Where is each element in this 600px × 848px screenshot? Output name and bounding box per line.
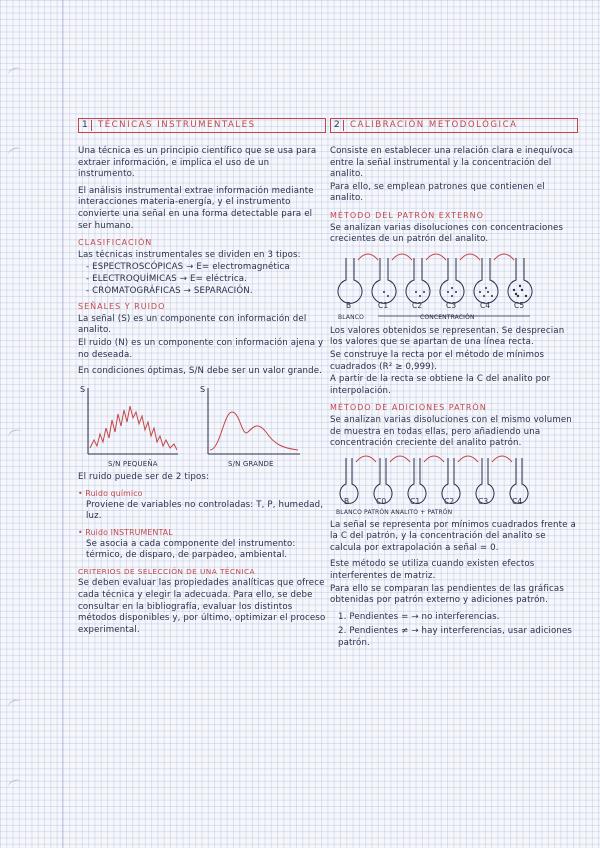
- punch-hole: [7, 66, 23, 79]
- noise-type-title: • Ruido INSTRUMENTAL: [78, 528, 173, 538]
- section-number: 1: [79, 120, 92, 132]
- flask-caption: CONCENTRACIÓN: [420, 313, 475, 321]
- flask-label: C1: [410, 496, 421, 506]
- left-margin-line: [62, 0, 63, 848]
- section-header: [330, 118, 578, 133]
- classification-item: - ELECTROQUÍMICAS → E= eléctrica.: [86, 273, 248, 284]
- graph-axis-label: S: [80, 384, 86, 394]
- subheading: CLASIFICACIÓN: [78, 238, 153, 248]
- external-standard-text: Los valores obtenidos se representan. Se desprecian los valores que se apartan de una línea recta.: [330, 325, 565, 348]
- flask-label: C5: [514, 300, 525, 310]
- standard-addition-text: Para ello se comparan las pendientes de las gráficas obtenidas por patrón externo y adiciones patrón.: [330, 583, 564, 606]
- noise-text: El ruido (N) es un componente con información ajena y no deseada.: [78, 337, 324, 360]
- noise-type-text: Proviene de variables no controladas: T, P, humedad, luz.: [86, 499, 324, 522]
- slope-item: 2. Pendientes ≠ → hay interferencias, usar adiciones patrón.: [338, 626, 573, 649]
- external-standard-text: A partir de la recta se obtiene la C del analito por interpolación.: [330, 374, 551, 396]
- noise-type-text: Se asocia a cada componente del instrumento: térmico, de disparo, de parpadeo, ambiental.: [86, 538, 296, 561]
- punch-hole: [7, 698, 23, 711]
- graph-caption: S/N GRANDE: [228, 459, 274, 468]
- flask-label: C4: [480, 300, 491, 310]
- flask-label: B: [344, 496, 350, 506]
- signal-noise-sketches: [78, 382, 310, 468]
- intro-paragraph: Para ello, se emplean patrones que contienen el analito.: [330, 181, 545, 204]
- standard-addition-text: La señal se representa por mínimos cuadrados frente a la C del patrón, y la concentración del analito se calcula por extrapolación a señal = 0.: [330, 519, 576, 553]
- external-standard-text: Se analizan varias disoluciones con concentraciones crecientes de un patrón del analito.: [330, 222, 564, 245]
- section-title: CALIBRACIÓN METODOLÓGICA: [350, 119, 518, 130]
- graph-caption: S/N PEQUEÑA: [108, 459, 158, 468]
- right-column: [330, 118, 578, 650]
- flask-label: C3: [446, 300, 457, 310]
- noise-type-block: [78, 527, 326, 562]
- classification-item: - ESPECTROSCÓPICAS → E= electromagnética: [86, 262, 290, 273]
- left-column: [78, 118, 326, 641]
- noise-intro: El ruido puede ser de 2 tipos:: [78, 471, 210, 482]
- section-header: [78, 118, 326, 133]
- flask-label: C4: [512, 496, 523, 506]
- noise-type-title: • Ruido químico: [78, 489, 143, 499]
- noise-type-block: [78, 488, 326, 523]
- standard-addition-text: Este método se utiliza cuando existen efectos interferentes de matriz.: [330, 559, 535, 582]
- section-number: 2: [331, 120, 344, 132]
- flask-label: C0: [376, 496, 387, 506]
- punch-hole: [7, 428, 23, 441]
- flask-label: C3: [478, 496, 489, 506]
- subheading: CRITERIOS DE SELECCIÓN DE UNA TÉCNICA: [78, 566, 256, 576]
- classification-item: - CROMATOGRÁFICAS → SEPARACIÓN.: [86, 285, 253, 296]
- criteria-text: Se deben evaluar las propiedades analíticas que ofrece cada técnica y elegir la adecuada. Para ello, se debe consultar en la bibliografía, evaluar los distintos métodos disponibles y, por último, optimizar el proceso experimental.: [78, 578, 326, 635]
- standard-addition-text: Se analizan varias disoluciones con el mismo volumen de muestra en todas ellas, pero añadiendo una concentración creciente del analito patrón.: [330, 414, 572, 449]
- sn-text: En condiciones óptimas, S/N debe ser un valor grande.: [78, 366, 323, 377]
- subheading: MÉTODO DEL PATRÓN EXTERNO: [330, 210, 484, 220]
- intro-paragraph: Consiste en establecer una relación clara e inequívoca entre la señal instrumental y la concentración del analito.: [330, 146, 574, 180]
- flask-series-external: [330, 250, 564, 322]
- subheading: SEÑALES Y RUIDO: [78, 302, 166, 312]
- flask-label: C1: [378, 300, 389, 310]
- flask-label: C2: [444, 496, 455, 506]
- punch-hole: [7, 778, 23, 791]
- graph-axis-label: S: [200, 384, 206, 394]
- intro-paragraph: Una técnica es un principio científico que se usa para extraer información, e implica el uso de un instrumento.: [78, 146, 317, 180]
- section-title: TÉCNICAS INSTRUMENTALES: [98, 119, 256, 130]
- signal-text: La señal (S) es un componente con información del analito.: [78, 313, 307, 336]
- flask-series-addition: [330, 454, 564, 516]
- classification-text: Las técnicas instrumentales se dividen en 3 tipos:: [78, 249, 301, 260]
- external-standard-text: Se construye la recta por el método de mínimos cuadrados (R² ≥ 0,999).: [330, 349, 545, 372]
- flask-caption: BLANCO: [338, 313, 365, 321]
- intro-paragraph: El análisis instrumental extrae información mediante interacciones materia-energía, y el instrumento convierte una señal en una forma detectable para el ser humano.: [78, 185, 314, 231]
- flask-label: B: [346, 300, 352, 310]
- subheading: MÉTODO DE ADICIONES PATRÓN: [330, 403, 487, 413]
- flask-label: C2: [412, 300, 423, 310]
- punch-hole: [7, 146, 23, 159]
- flask-caption: BLANCO PATRÓN ANALITO + PATRÓN: [336, 508, 453, 516]
- slope-item: 1. Pendientes = → no interferencias.: [338, 611, 500, 622]
